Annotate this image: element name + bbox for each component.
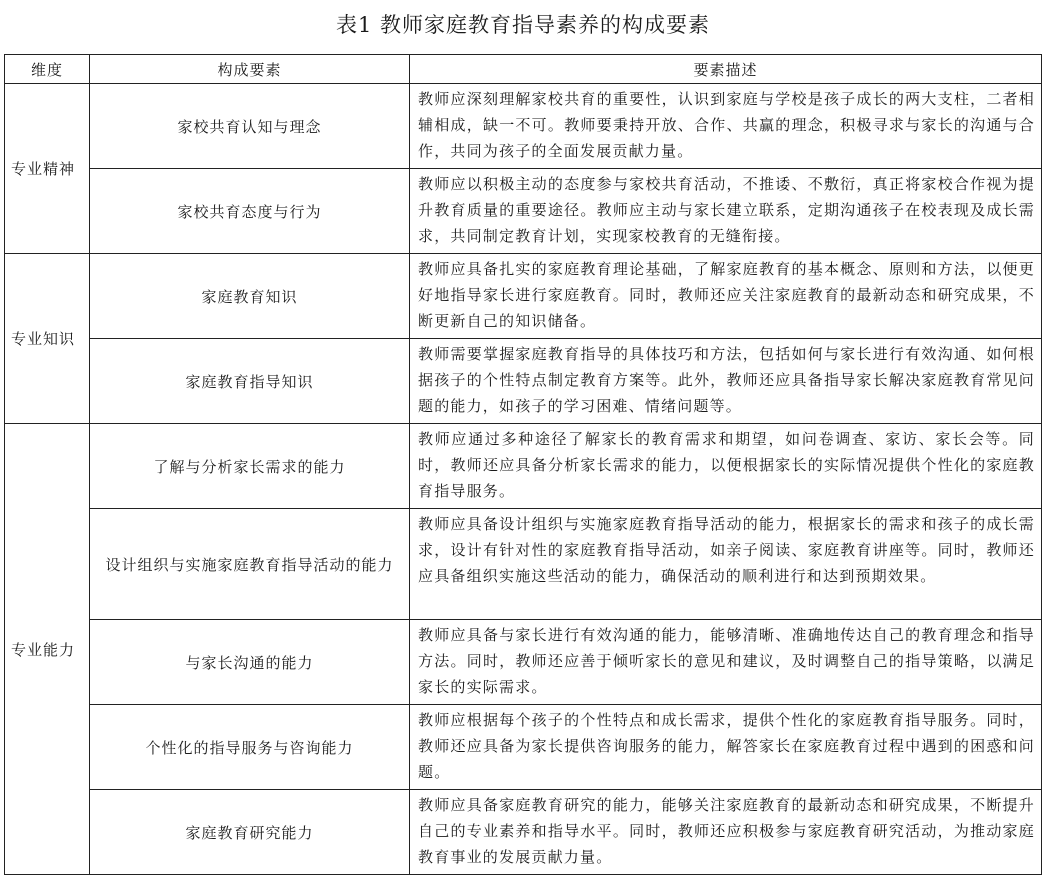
element-cell: 与家长沟通的能力 xyxy=(90,620,410,705)
table-row xyxy=(5,620,1042,705)
table-row xyxy=(5,509,1042,620)
table-row xyxy=(5,424,1042,509)
description-cell: 教师应具备设计组织与实施家庭教育指导活动的能力，根据家长的需求和孩子的成长需求，设计有针对性的家庭教育指导活动，如亲子阅读、家庭教育讲座等。同时，教师还应具备组织实施这些活动的能力，确保活动的顺利进行和达到预期效果。 xyxy=(410,509,1042,620)
table-caption: 表1 教师家庭教育指导素养的构成要素 xyxy=(335,13,711,37)
header-element: 构成要素 xyxy=(90,55,410,84)
dimension-cell-professional-knowledge: 专业知识 xyxy=(5,254,90,424)
element-cell: 家校共育认知与理念 xyxy=(90,84,410,169)
description-cell: 教师应具备家庭教育研究的能力，能够关注家庭教育的最新动态和研究成果，不断提升自己的专业素养和指导水平。同时，教师还应积极参与家庭教育研究活动，为推动家庭教育事业的发展贡献力量。 xyxy=(410,790,1042,875)
dimension-cell-professional-spirit: 专业精神 xyxy=(5,84,90,254)
description-cell: 教师应深刻理解家校共育的重要性，认识到家庭与学校是孩子成长的两大支柱，二者相辅相成，缺一不可。教师要秉持开放、合作、共赢的理念，积极寻求与家长的沟通与合作，共同为孩子的全面发展贡献力量。 xyxy=(410,84,1042,169)
description-cell: 教师应具备扎实的家庭教育理论基础，了解家庭教育的基本概念、原则和方法，以便更好地指导家长进行家庭教育。同时，教师还应关注家庭教育的最新动态和研究成果，不断更新自己的知识储备。 xyxy=(410,254,1042,339)
description-cell: 教师应通过多种途径了解家长的教育需求和期望，如问卷调查、家访、家长会等。同时，教师还应具备分析家长需求的能力，以便根据家长的实际情况提供个性化的家庭教育指导服务。 xyxy=(410,424,1042,509)
description-cell: 教师应以积极主动的态度参与家校共育活动，不推诿、不敷衍，真正将家校合作视为提升教育质量的重要途径。教师应主动与家长建立联系，定期沟通孩子在校表现及成长需求，共同制定教育计划，实现家校教育的无缝衔接。 xyxy=(410,169,1042,254)
description-cell: 教师应具备与家长进行有效沟通的能力，能够清晰、准确地传达自己的教育理念和指导方法。同时，教师还应善于倾听家长的意见和建议，及时调整自己的指导策略，以满足家长的实际需求。 xyxy=(410,620,1042,705)
table-row xyxy=(5,339,1042,424)
table-row xyxy=(5,169,1042,254)
element-cell: 设计组织与实施家庭教育指导活动的能力 xyxy=(90,509,410,620)
element-cell: 个性化的指导服务与咨询能力 xyxy=(90,705,410,790)
element-cell: 家庭教育知识 xyxy=(90,254,410,339)
dimension-cell-professional-ability: 专业能力 xyxy=(5,424,90,875)
element-cell: 家庭教育研究能力 xyxy=(90,790,410,875)
description-cell: 教师应根据每个孩子的个性特点和成长需求，提供个性化的家庭教育指导服务。同时，教师还应具备为家长提供咨询服务的能力，解答家长在家庭教育过程中遇到的困惑和问题。 xyxy=(410,705,1042,790)
description-cell: 教师需要掌握家庭教育指导的具体技巧和方法，包括如何与家长进行有效沟通、如何根据孩子的个性特点制定教育方案等。此外，教师还应具备指导家长解决家庭教育常见问题的能力，如孩子的学习困难、情绪问题等。 xyxy=(410,339,1042,424)
table-row xyxy=(5,790,1042,875)
table-row xyxy=(5,84,1042,169)
element-cell: 家庭教育指导知识 xyxy=(90,339,410,424)
element-cell: 家校共育态度与行为 xyxy=(90,169,410,254)
header-description: 要素描述 xyxy=(410,55,1042,84)
element-cell: 了解与分析家长需求的能力 xyxy=(90,424,410,509)
table-header-row xyxy=(5,55,1042,84)
elements-table xyxy=(4,54,1042,875)
header-dimension: 维度 xyxy=(5,55,90,84)
table-row xyxy=(5,254,1042,339)
table-row xyxy=(5,705,1042,790)
